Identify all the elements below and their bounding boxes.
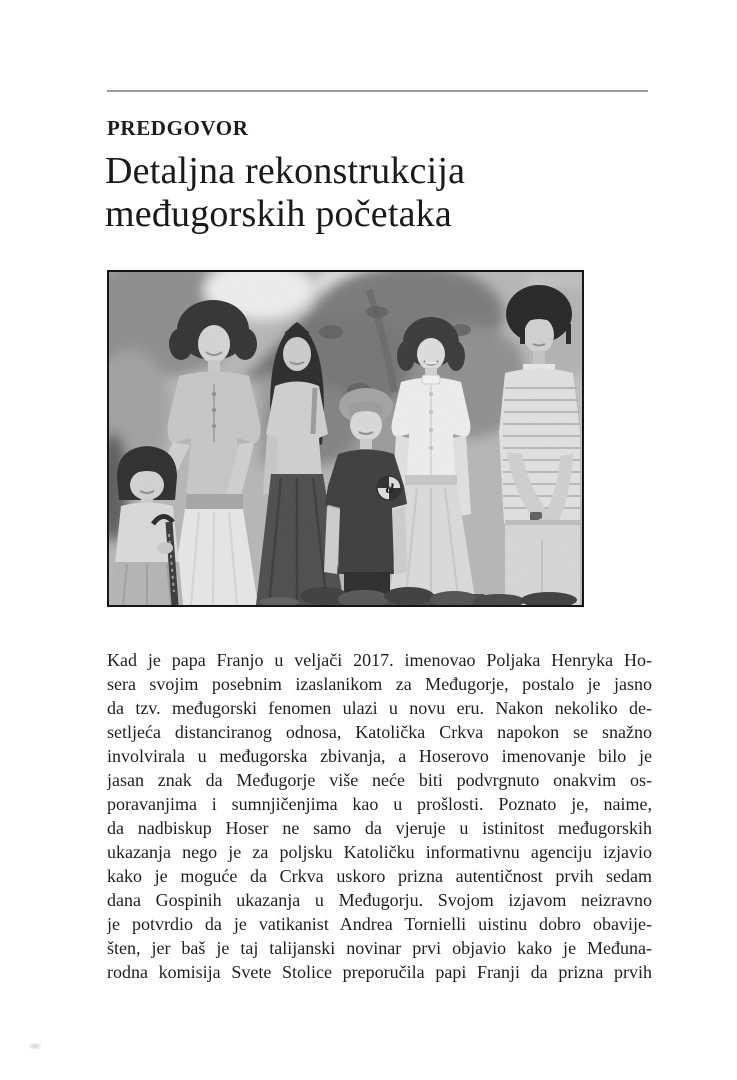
body-line: kako je moguće da Crkva uskoro prizna autentičnost prvih sedam — [107, 866, 652, 886]
section-rule — [107, 90, 648, 92]
page-title-line1: Detaljna rekonstrukcija — [105, 150, 466, 192]
body-line: je potvrdio da je vatikanist Andrea Tornielli uistinu dobro obavije- — [107, 914, 652, 934]
body-line: Kad je papa Franjo u veljači 2017. imenovao Poljaka Henryka Ho- — [107, 650, 652, 670]
page-title-line2: međugorskih početaka — [105, 193, 452, 235]
body-line: da tzv. međugorski fenomen ulazi u novu eru. Nakon nekoliko de- — [107, 698, 652, 718]
body-paragraph — [107, 648, 652, 984]
badge-letter: d — [385, 482, 395, 496]
chapter-kicker: PREDGOVOR — [107, 116, 249, 140]
body-line: poravanjima i sumnjičenjima kao u prošlosti. Poznato je, naime, — [107, 794, 652, 814]
scan-artifact — [28, 1042, 42, 1050]
body-line: ukazanja nego je za poljsku Katoličku informativnu agenciju izjavio — [107, 842, 652, 862]
body-line: sera svojim posebnim izaslanikom za Međugorje, postalo je jasno — [107, 674, 652, 694]
body-line: šten, jer baš je taj talijanski novinar prvi objavio kako je Međuna- — [107, 938, 652, 958]
group-photo-illustration — [109, 272, 582, 605]
body-line: rodna komisija Svete Stolice preporučila papi Franji da prizna prvih — [107, 962, 652, 982]
body-line: jasan znak da Međugorje više neće biti podvrgnuto onakvim os- — [107, 770, 652, 790]
body-line: setljeća distanciranog odnosa, Katolička Crkva napokon se snažno — [107, 722, 652, 742]
body-line: involvirala u međugorska zbivanja, a Hoserovo imenovanje bilo je — [107, 746, 652, 766]
body-line: dana Gospinih ukazanja u Međugorju. Svojom izjavom neizravno — [107, 890, 652, 910]
group-photo — [107, 270, 584, 607]
body-line: da nadbiskup Hoser ne samo da vjeruje u istinitost međugorskih — [107, 818, 652, 838]
page-title — [105, 150, 465, 236]
